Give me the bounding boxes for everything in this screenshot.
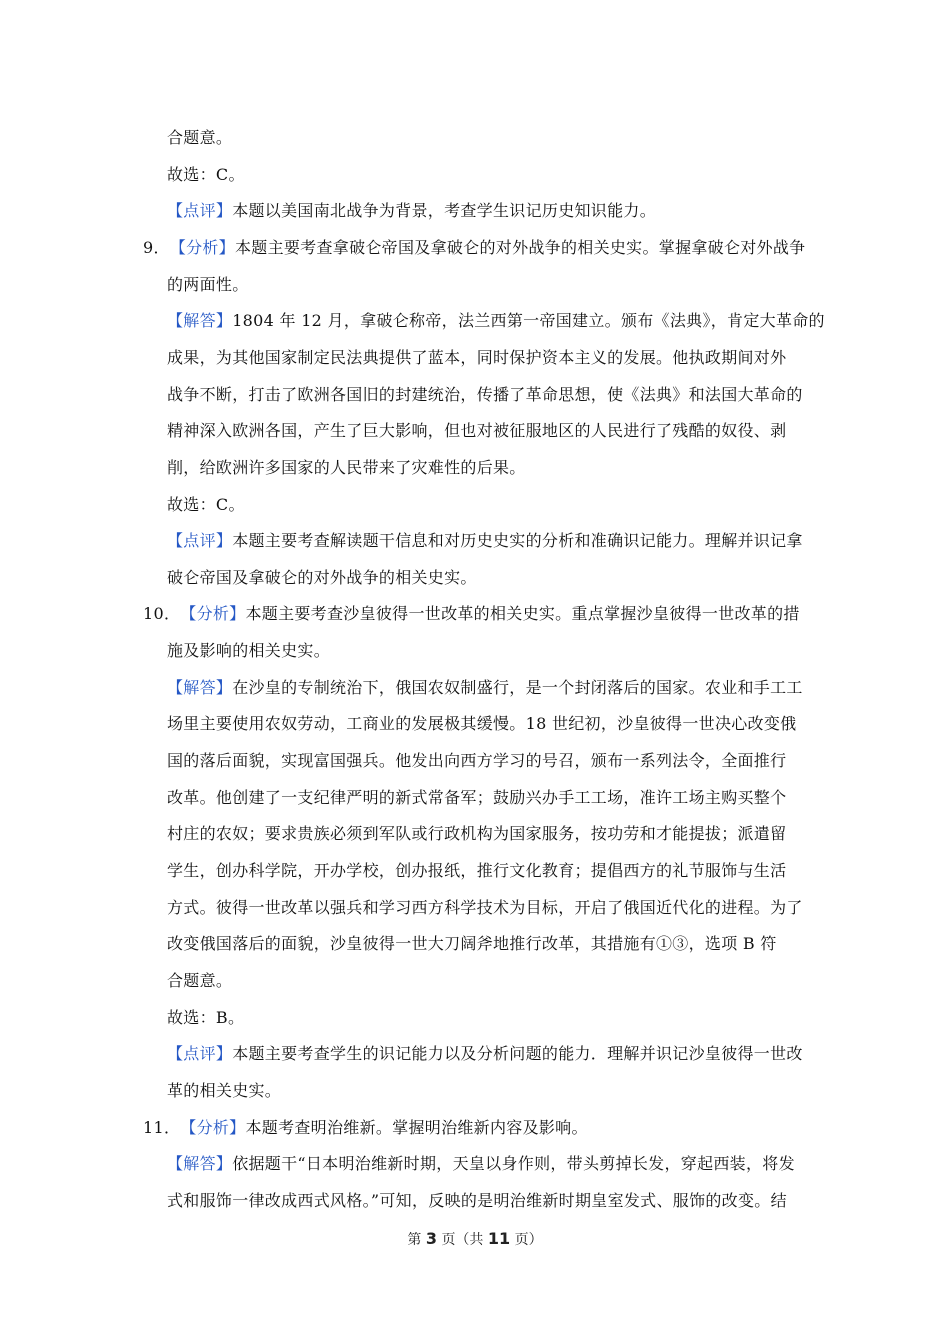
line-text: 本题考查明治维新。掌握明治维新内容及影响。 xyxy=(245,1117,588,1137)
footer-prefix: 第 xyxy=(407,1232,422,1248)
line-text: 战争不断，打击了欧洲各国旧的封建统治，传播了革命思想，使《法典》和法国大革命的 xyxy=(167,384,803,404)
line-text: 场里主要使用农奴劳动，工商业的发展极其缓慢。18 世纪初，沙皇彼得一世决心改变俄 xyxy=(167,714,797,734)
line-text: 1804 年 12 月，拿破仑称帝，法兰西第一帝国建立。颁布《法典》，肯定大革命的 xyxy=(232,311,825,331)
text-line xyxy=(167,1007,244,1029)
text-line xyxy=(167,897,803,919)
line-text: 本题主要考查沙皇彼得一世改革的相关史实。重点掌握沙皇彼得一世改革的措 xyxy=(245,604,800,624)
text-line xyxy=(167,970,232,992)
text-line xyxy=(167,310,825,332)
question-number: 9． xyxy=(143,237,170,257)
line-text: 村庄的农奴；要求贵族必须到军队或行政机构为国家服务，按功劳和才能提拔；派遣留 xyxy=(167,824,787,844)
text-line xyxy=(167,127,232,149)
page-footer xyxy=(0,1229,950,1250)
text-line xyxy=(167,457,526,479)
section-tag: 【点评】 xyxy=(167,531,233,551)
text-line xyxy=(167,1080,281,1102)
footer-total-pages: 11 xyxy=(487,1229,511,1248)
text-line xyxy=(167,347,786,369)
text-line xyxy=(167,713,796,735)
line-text: 本题主要考查拿破仑帝国及拿破仑的对外战争的相关史实。掌握拿破仑对外战争 xyxy=(234,237,806,257)
text-line xyxy=(167,200,656,222)
text-line xyxy=(167,1043,803,1065)
question-number: 11． xyxy=(143,1117,181,1137)
line-text: 式和服饰一律改成西式风格。”可知，反映的是明治维新时期皇室发式、服饰的改变。结 xyxy=(167,1190,787,1210)
line-text: 方式。彼得一世改革以强兵和学习西方科学技术为目标，开启了俄国近代化的进程。为了 xyxy=(167,897,803,917)
text-line xyxy=(167,274,249,296)
footer-mid: 页（共 xyxy=(441,1232,484,1248)
text-line xyxy=(167,1190,787,1212)
text-line xyxy=(167,384,803,406)
line-text: 合题意。 xyxy=(167,128,233,147)
question-line xyxy=(143,1117,588,1139)
text-line xyxy=(167,567,477,589)
line-text: 革的相关史实。 xyxy=(167,1080,282,1100)
section-tag: 【分析】 xyxy=(180,604,246,624)
line-text: 在沙皇的专制统治下，俄国农奴制盛行，是一个封闭落后的国家。农业和手工工 xyxy=(232,677,803,697)
text-line xyxy=(167,677,803,699)
section-tag: 【分析】 xyxy=(180,1117,246,1137)
line-text: 改变俄国落后的面貌，沙皇彼得一世大刀阔斧地推行改革，其措施有①③，选项 B 符 xyxy=(167,934,777,954)
line-text: 本题主要考查学生的识记能力以及分析问题的能力．理解并识记沙皇彼得一世改 xyxy=(232,1044,803,1064)
line-text: 破仑帝国及拿破仑的对外战争的相关史实。 xyxy=(167,567,477,587)
line-text: 本题主要考查解读题干信息和对历史史实的分析和准确识记能力。理解并识记拿 xyxy=(232,531,803,551)
text-line xyxy=(167,494,245,516)
section-tag: 【点评】 xyxy=(167,1044,233,1064)
line-text: 合题意。 xyxy=(167,970,233,990)
line-text: 的两面性。 xyxy=(167,274,249,294)
line-text: 成果，为其他国家制定民法典提供了蓝本，同时保护资本主义的发展。他执政期间对外 xyxy=(167,347,787,367)
question-line xyxy=(143,603,800,625)
line-text: 学生，创办科学院，开办学校，创办报纸，推行文化教育；提倡西方的礼节服饰与生活 xyxy=(167,861,787,880)
section-tag: 【点评】 xyxy=(167,201,233,221)
line-text: 国的落后面貌，实现富国强兵。他发出向西方学习的号召，颁布一系列法令，全面推行 xyxy=(167,751,787,771)
line-text: 故选：C。 xyxy=(167,494,245,514)
text-line xyxy=(167,640,330,662)
text-line xyxy=(167,823,786,845)
line-text: 精神深入欧洲各国，产生了巨大影响，但也对被征服地区的人民进行了残酷的奴役、剥 xyxy=(167,421,787,441)
line-text: 施及影响的相关史实。 xyxy=(167,641,331,661)
line-text: 故选：C。 xyxy=(167,164,245,184)
question-number: 10． xyxy=(143,604,181,624)
text-line xyxy=(167,1153,795,1175)
question-line xyxy=(143,237,806,259)
section-tag: 【解答】 xyxy=(167,677,233,697)
line-text: 削，给欧洲许多国家的人民带来了灾难性的后果。 xyxy=(167,457,526,477)
text-line xyxy=(167,787,786,809)
line-text: 本题以美国南北战争为背景，考查学生识记历史知识能力。 xyxy=(232,201,657,221)
section-tag: 【解答】 xyxy=(167,311,233,331)
line-text: 依据题干“日本明治维新时期，天皇以身作则，带头剪掉长发，穿起西装，将发 xyxy=(232,1154,795,1174)
line-text: 改革。他创建了一支纪律严明的新式常备军；鼓励兴办手工工场，准许工场主购买整个 xyxy=(167,787,787,807)
footer-suffix: 页） xyxy=(514,1232,543,1248)
line-text: 故选：B。 xyxy=(167,1007,245,1027)
footer-page-number: 3 xyxy=(425,1229,437,1248)
text-line xyxy=(167,530,803,552)
section-tag: 【解答】 xyxy=(167,1154,233,1174)
text-line xyxy=(167,860,786,882)
section-tag: 【分析】 xyxy=(169,237,235,257)
text-line xyxy=(167,164,245,186)
text-line xyxy=(167,933,777,955)
text-line xyxy=(167,750,786,772)
text-line xyxy=(167,420,786,442)
